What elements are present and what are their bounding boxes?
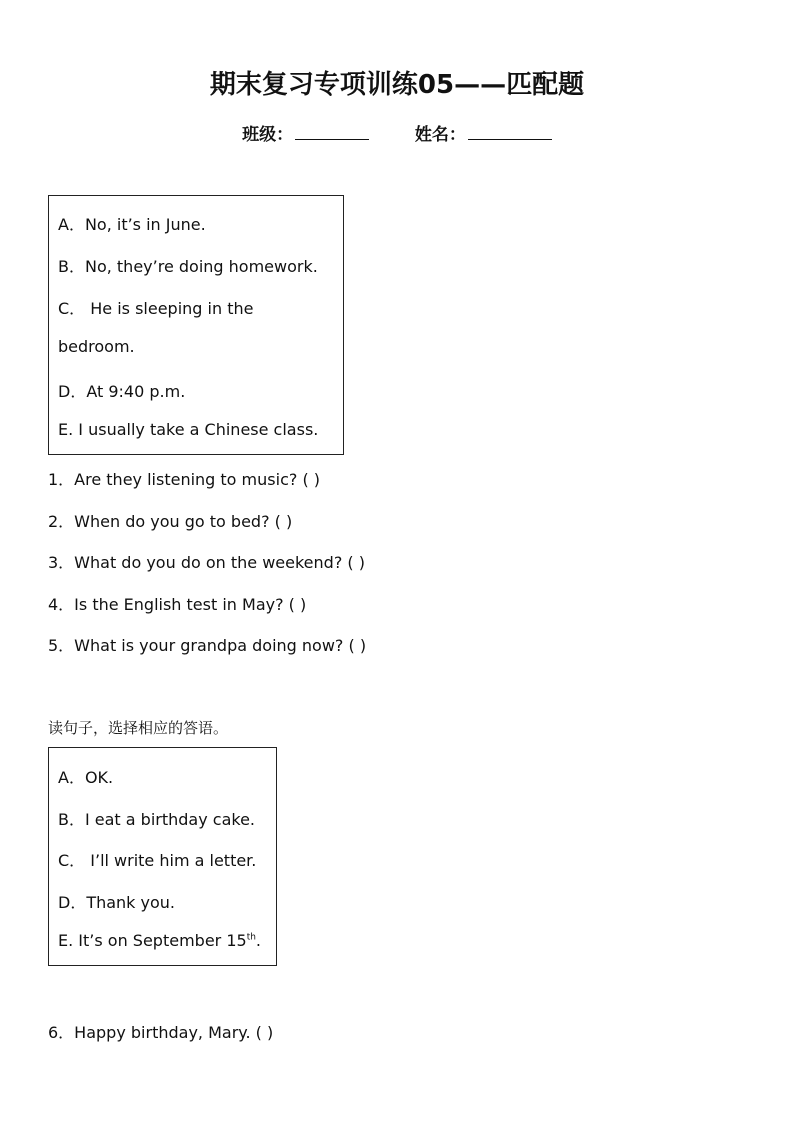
option-b: B．I eat a birthday cake. [58,810,256,829]
option-c: C． He is sleeping in the [58,299,254,318]
option-a: A．No, it’s in June. [58,215,206,234]
instruction: 读句子，选择相应的答语。 [48,719,229,737]
name-label: 姓名： [414,125,466,145]
question-3: 3．What do you do on the weekend? ( ) [48,553,365,572]
question-5: 5．What is your grandpa doing now? ( ) [48,636,367,655]
options-box-1 [48,195,344,455]
page-title: 期末复习专项训练05——匹配题 [209,70,585,100]
option-e: E. It’s on September 15th. [58,931,262,950]
options-box-2 [48,747,277,966]
question-4: 4．Is the English test in May? ( ) [48,595,307,614]
question-6: 6．Happy birthday, Mary. ( ) [48,1023,274,1042]
option-a: A．OK. [58,768,114,787]
student-info [0,120,794,145]
question-2: 2．When do you go to bed? ( ) [48,512,293,531]
class-label: 班级： [242,125,294,145]
option-d: D．Thank you. [58,893,176,912]
option-e: E. I usually take a Chinese class. [58,420,319,439]
name-blank[interactable] [468,123,552,140]
option-d: D．At 9:40 p.m. [58,382,186,401]
question-1: 1．Are they listening to music? ( ) [48,470,321,489]
option-b: B．No, they’re doing homework. [58,257,318,276]
option-c-continued: bedroom. [58,337,135,356]
option-c: C． I’ll write him a letter. [58,851,257,870]
class-blank[interactable] [295,123,369,140]
